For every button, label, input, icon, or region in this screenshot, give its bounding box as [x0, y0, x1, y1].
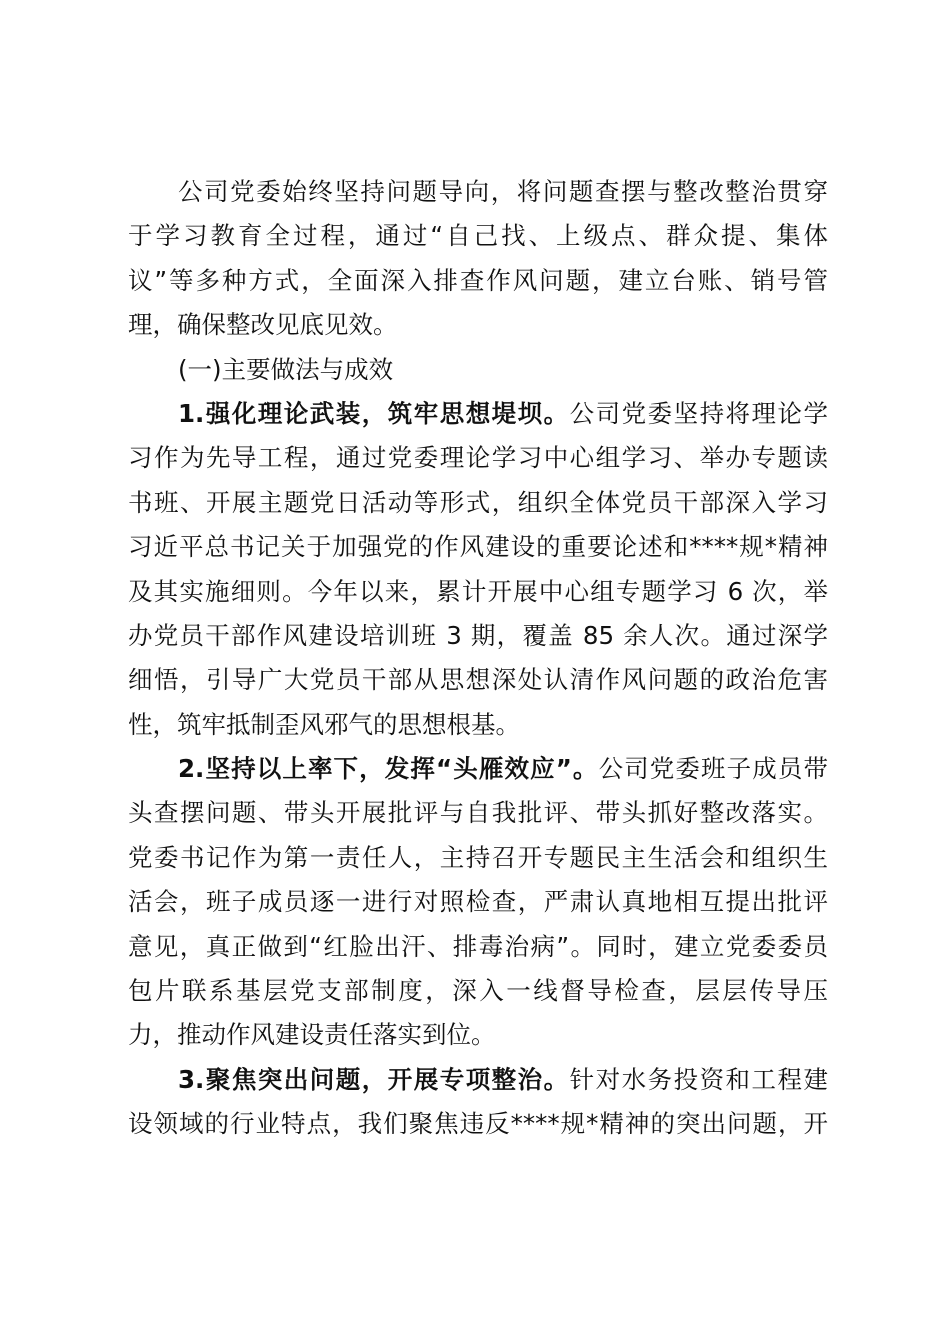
paragraph-intro [128, 170, 828, 348]
text-line: 包片联系基层党支部制度，深入一线督导检查，层层传导压 [128, 976, 828, 1006]
text-line: 理，确保整改见底见效。 [128, 310, 398, 340]
text-line: 设领域的行业特点，我们聚焦违反****规*精神的突出问题，开 [128, 1109, 828, 1139]
text-line: 性，筑牢抵制歪风邪气的思想根基。 [128, 709, 520, 739]
item-text: 公司党委坚持将理论学 [569, 398, 829, 428]
paragraph-item-3 [128, 1058, 828, 1147]
paragraph-item-2 [128, 747, 828, 1058]
text-line: 活会，班子成员逐一进行对照检查，严肃认真地相互提出批评 [128, 887, 828, 917]
item-text: 公司党委班子成员带 [598, 754, 829, 784]
item-lead-2: 2.坚持以上率下，发挥“头雁效应”。 [178, 754, 599, 784]
text-line: 办党员干部作风建设培训班 3 期，覆盖 85 余人次。通过深学 [128, 620, 828, 650]
text-line: 意见，真正做到“红脸出汗、排毒治病”。同时，建立党委委员 [128, 931, 828, 961]
text-line: 力，推动作风建设责任落实到位。 [128, 1020, 496, 1050]
text-line: 细悟，引导广大党员干部从思想深处认清作风问题的政治危害 [128, 665, 828, 695]
text-line: 习作为先导工程，通过党委理论学习中心组学习、举办专题读 [128, 443, 828, 473]
paragraph-item-1 [128, 392, 828, 747]
text-line: 于学习教育全过程，通过“自己找、上级点、群众提、集体 [128, 221, 828, 251]
section-heading [128, 348, 828, 392]
item-lead-3: 3.聚焦突出问题，开展专项整治。 [178, 1064, 570, 1094]
text-line: 及其实施细则。今年以来，累计开展中心组专题学习 6 次，举 [128, 576, 828, 606]
item-text: 针对水务投资和工程建 [569, 1064, 829, 1094]
text-line [128, 1058, 828, 1102]
section-heading-text: (一)主要做法与成效 [178, 354, 394, 384]
text-line: 议”等多种方式，全面深入排查作风问题，建立台账、销号管 [128, 265, 828, 295]
document-body [128, 170, 828, 1147]
text-line: 头查摆问题、带头开展批评与自我批评、带头抓好整改落实。 [128, 798, 828, 828]
text-line [128, 747, 828, 791]
text-line: 党委书记作为第一责任人，主持召开专题民主生活会和组织生 [128, 842, 828, 872]
item-lead-1: 1.强化理论武装，筑牢思想堤坝。 [178, 398, 570, 428]
text-line: 书班、开展主题党日活动等形式，组织全体党员干部深入学习 [128, 487, 828, 517]
text-line: 公司党委始终坚持问题导向，将问题查摆与整改整治贯穿 [178, 177, 828, 206]
text-line: 习近平总书记关于加强党的作风建设的重要论述和****规*精神 [128, 532, 828, 562]
text-line [128, 392, 828, 436]
